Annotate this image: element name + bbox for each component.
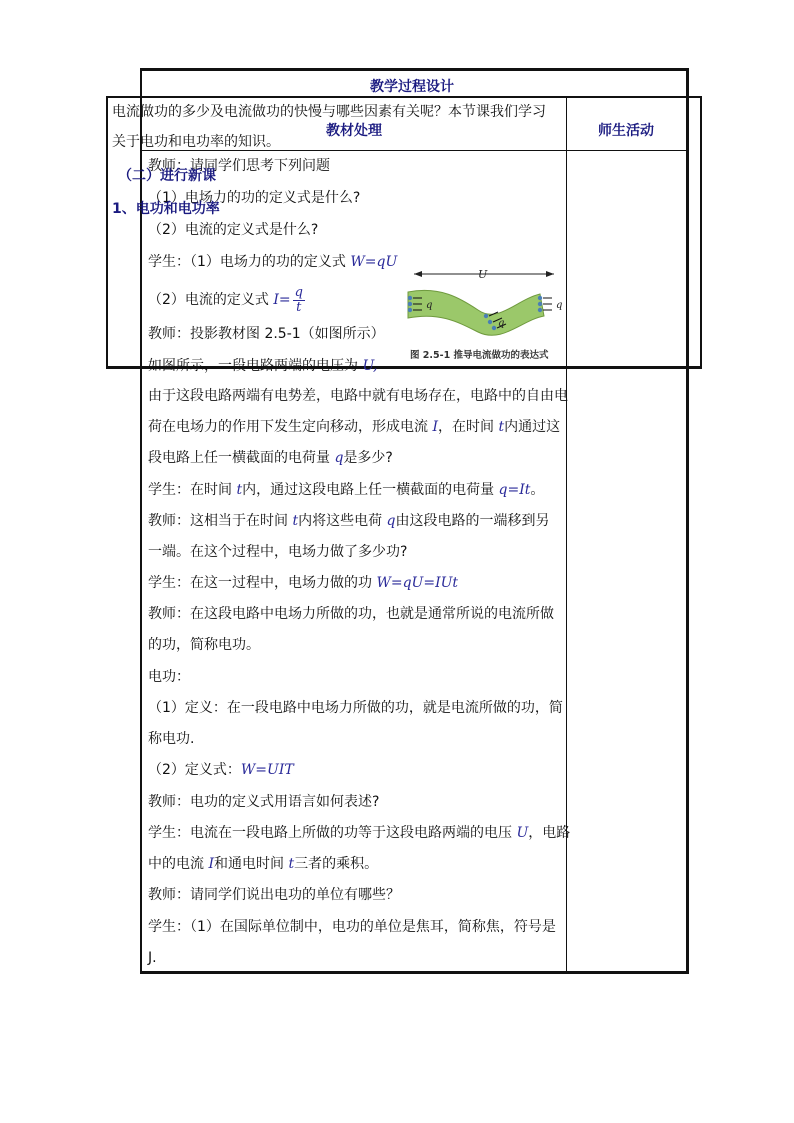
arrow-right-icon <box>546 271 554 277</box>
formula: t <box>236 482 243 498</box>
formula: q=It <box>498 482 531 498</box>
formula: t <box>288 856 295 872</box>
table-top-border <box>140 68 688 71</box>
text-line <box>148 511 550 531</box>
text-run: 学生：在这一过程中，电场力做的功 <box>148 575 377 591</box>
text-line: 教师：请同学们思考下列问题 <box>148 158 330 174</box>
wire-body <box>408 290 544 335</box>
text-run: 学生：在时间 <box>148 482 237 498</box>
text-run: 三者的乘积。 <box>294 856 379 872</box>
formula: I= <box>273 292 291 308</box>
text-line: 由于这段电路两端有电势差，电路中就有电场存在，电路中的自由电 <box>148 388 568 404</box>
overlay-box-left <box>106 96 108 368</box>
text-run: 内通过这 <box>504 419 561 435</box>
text-line <box>148 252 397 272</box>
charge-label: q <box>498 318 505 329</box>
formula: I <box>208 856 214 872</box>
text-run: ，电路 <box>528 825 571 841</box>
text-line <box>148 480 544 500</box>
text-line <box>148 285 305 315</box>
text-line: （1）电场力的功的定义式是什么? <box>148 190 361 206</box>
charge-label: q <box>426 300 433 311</box>
table-title: 教学过程设计 <box>370 79 454 95</box>
formula: t <box>292 513 299 529</box>
formula: W=qU=IUt <box>376 575 459 591</box>
text-line <box>148 823 570 843</box>
text-run: 中的电流 <box>148 856 209 872</box>
text-run: 是多少? <box>343 450 393 466</box>
text-line: 教师：请同学们说出电功的单位有哪些？ <box>148 887 400 903</box>
text-line: （2）电流的定义式是什么? <box>148 222 319 238</box>
text-line: 教师：在这段电路中电场力所做的功，也就是通常所说的电流所做 <box>148 606 554 622</box>
voltage-label: U <box>478 268 488 281</box>
text-run: 段电路上任一横截面的电荷量 <box>148 450 335 466</box>
text-line: 学生：（1）在国际单位制中，电功的单位是焦耳，简称焦，符号是 <box>148 919 556 935</box>
text-line <box>148 573 458 593</box>
formula: U, <box>362 358 378 374</box>
fraction-denominator: t <box>296 299 302 315</box>
text-run: 和通电时间 <box>213 856 289 872</box>
text-line: 教师：电功的定义式用语言如何表述? <box>148 794 380 810</box>
figure-caption: 图 2.5-1 推导电流做功的表达式 <box>410 350 549 361</box>
formula: q <box>334 450 344 466</box>
text-run: 学生：（1）电场力的功的定义式 <box>148 254 351 270</box>
formula: q <box>386 513 396 529</box>
text-line <box>148 417 560 437</box>
text-line <box>148 760 294 780</box>
overlay-box-right <box>700 96 702 368</box>
text-run: （2）电流的定义式 <box>148 292 274 308</box>
text-run: 如图所示，一段电路两端的电压为 <box>148 358 363 374</box>
table-bottom-border <box>140 971 688 974</box>
overlay-box-divider <box>566 108 567 148</box>
overlay-box-top <box>106 96 702 98</box>
text-run: 内将这些电荷 <box>298 513 387 529</box>
formula: t <box>498 419 505 435</box>
text-line <box>148 448 393 468</box>
intro-line: 关于电功和电功率的知识。 <box>112 134 280 150</box>
text-run: 教师：这相当于在时间 <box>148 513 293 529</box>
text-run: 由这段电路的一端移到另 <box>395 513 550 529</box>
text-line <box>148 356 377 376</box>
text-run: 学生：电流在一段电路上所做的功等于这段电路两端的电压 <box>148 825 517 841</box>
text-run: 。 <box>530 482 545 498</box>
text-run: 荷在电场力的作用下发生定向移动，形成电流 <box>148 419 433 435</box>
arrow-left-icon <box>414 271 422 277</box>
text-line: J. <box>148 950 157 966</box>
section-heading: （二）进行新课 <box>118 168 216 184</box>
charge-label: q <box>556 300 563 311</box>
table-right-border <box>686 68 689 974</box>
text-line <box>148 854 378 874</box>
text-run: （2）定义式： <box>148 762 241 778</box>
text-run: ，在时间 <box>437 419 499 435</box>
text-line: 称电功. <box>148 731 195 747</box>
text-line: 教师：投影教材图 2.5-1（如图所示） <box>148 326 385 342</box>
column-header-activities: 师生活动 <box>598 123 654 139</box>
text-line: 电功： <box>148 669 190 685</box>
formula: W=UIT <box>240 762 294 778</box>
fraction <box>293 286 305 315</box>
column-header-materials: 教材处理 <box>326 123 382 139</box>
text-run: 内，通过这段电路上任一横截面的电荷量 <box>242 482 499 498</box>
text-line: 一端。在这个过程中，电场力做了多少功? <box>148 544 408 560</box>
formula: U <box>516 825 529 841</box>
formula: W=qU <box>350 254 398 270</box>
section-topic: 1、电功和电功率 <box>112 201 220 217</box>
text-line: （1）定义：在一段电路中电场力所做的功，就是电流所做的功，简 <box>148 700 563 716</box>
intro-line: 电流做功的多少及电流做功的快慢与哪些因素有关呢？本节课我们学习 <box>112 104 546 120</box>
text-line: 的功，简称电功。 <box>148 637 260 653</box>
fraction-numerator: q <box>294 284 303 300</box>
formula: I <box>432 419 438 435</box>
